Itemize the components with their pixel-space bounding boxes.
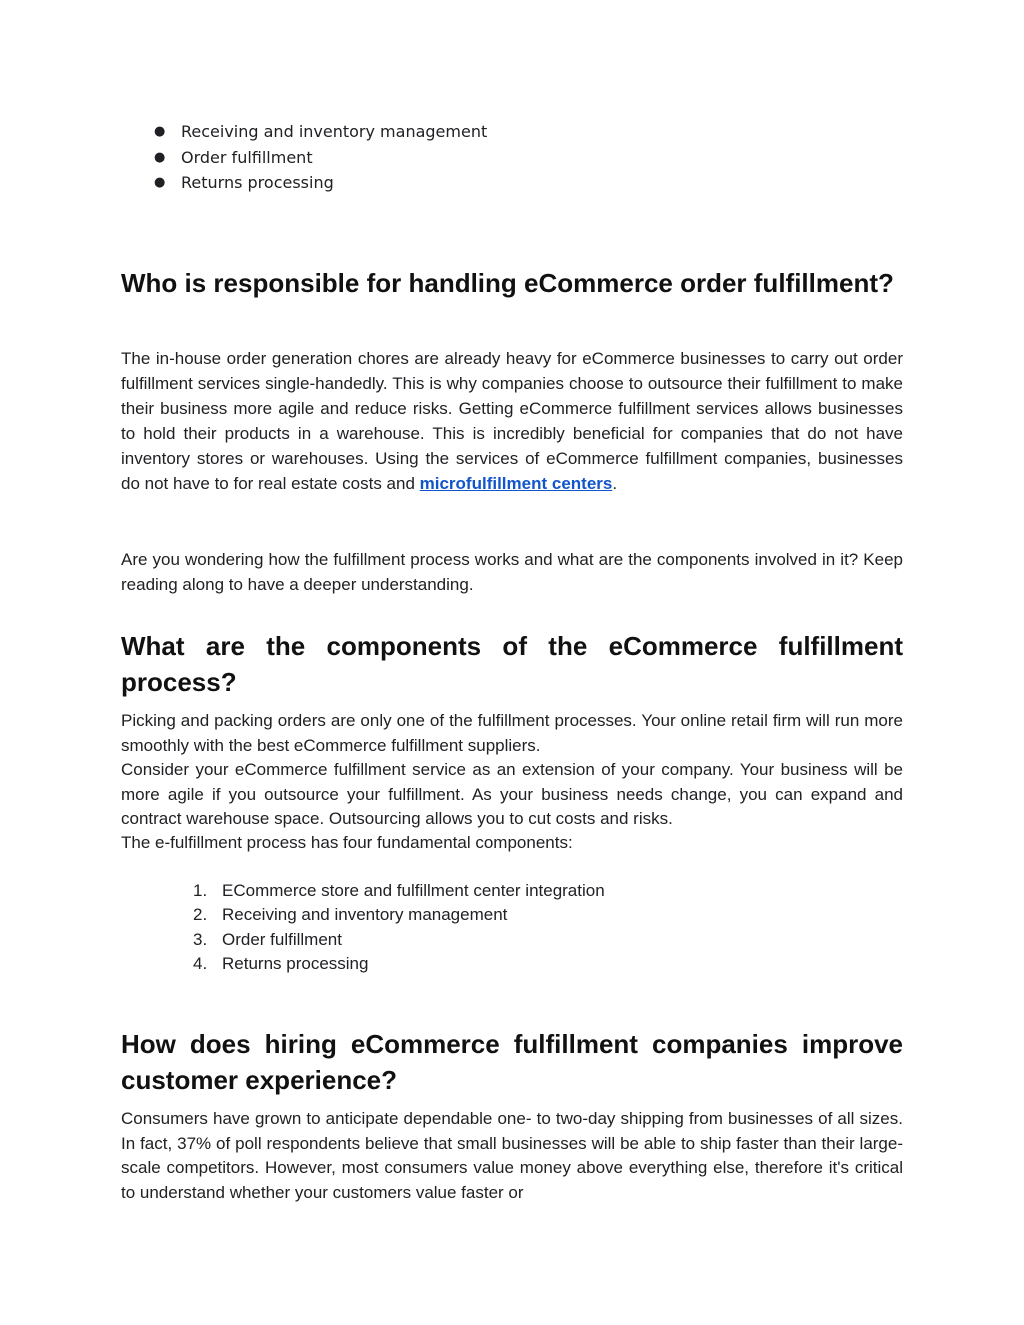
paragraph: Consider your eCommerce fulfillment service as an extension of your company. Your business will be more agile if you outsource your fulfillment. As your business needs change, you can expand and contract warehouse space. Outsourcing allows you to cut costs and risks.	[121, 760, 903, 828]
bullet-icon: ●	[154, 124, 166, 139]
paragraph: The in-house order generation chores are already heavy for eCommerce businesses to carry out order fulfillment services single-handedly. This is why companies choose to outsource their fulfillment to make their business more agile and reduce risks. Getting eCommerce fulfillment services allows businesses to hold their products in a warehouse. This is incredibly beneficial for companies that do not have inventory stores or warehouses. Using the services of eCommerce fulfillment companies, businesses do not have to for real estate costs and microfulfillment centers.	[121, 349, 903, 493]
paragraph: Picking and packing orders are only one of the fulfillment processes. Your online retail firm will run more smoothly with the best eCommerce fulfillment suppliers.	[121, 711, 903, 755]
paragraph: Consumers have grown to anticipate dependable one- to two-day shipping from businesses of all sizes. In fact, 37% of poll respondents believe that small businesses will be able to ship faster than their large-scale competitors. However, most consumers value money above everything else, therefore it's critical to understand whether your customers value faster or	[121, 1109, 903, 1202]
list-item: 4. Returns processing	[193, 953, 369, 973]
bullet-icon: ●	[154, 149, 166, 165]
microfulfillment-centers-link[interactable]: microfulfillment centers	[419, 474, 613, 493]
paragraph: Are you wondering how the fulfillment process works and what are the components involved in it? Keep reading along to have a deeper understanding.	[121, 550, 903, 594]
list-item: 2. Receiving and inventory management	[193, 905, 508, 925]
list-item: 3. Order fulfillment	[193, 929, 342, 949]
paragraph: The e-fulfillment process has four fundamental components:	[121, 833, 573, 852]
section-heading-responsible: Who is responsible for handling eCommerce order fulfillment?	[121, 268, 894, 298]
bullet-icon: ●	[154, 175, 166, 190]
section-heading-components: What are the components of the eCommerce fulfillment process?	[121, 631, 903, 697]
section-heading-customer-experience: How does hiring eCommerce fulfillment companies improve customer experience?	[121, 1029, 903, 1095]
list-item: ● Order fulfillment	[121, 145, 487, 171]
bulleted-list	[121, 119, 487, 196]
list-item: ● Receiving and inventory management	[121, 119, 487, 145]
list-item: 1. ECommerce store and fulfillment center integration	[193, 881, 605, 900]
numbered-list	[121, 879, 605, 976]
list-item: ● Returns processing	[121, 170, 487, 196]
